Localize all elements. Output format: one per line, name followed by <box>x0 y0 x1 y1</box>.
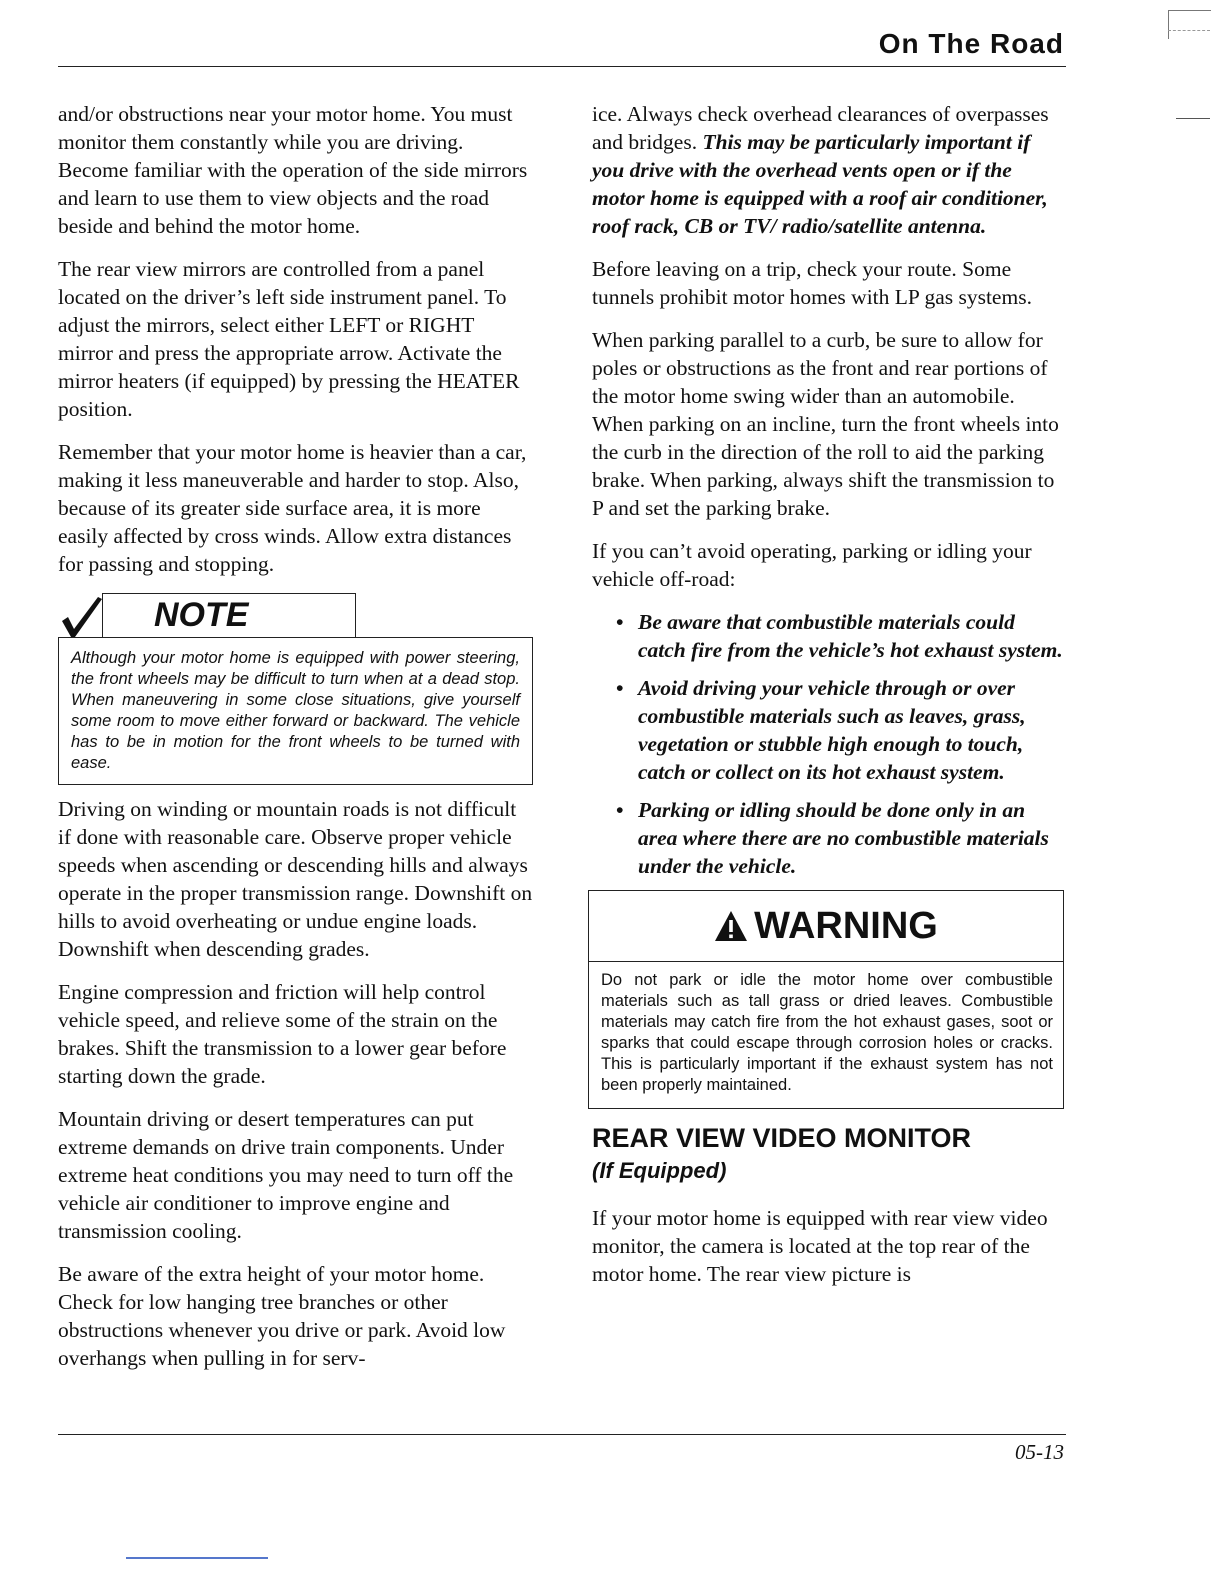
list-item <box>616 608 1067 664</box>
header-rule <box>58 66 1066 67</box>
paragraph: Engine compression and friction will help control vehicle speed, and relieve some of the strain on the brakes. Shift the transmission to a lower gear before starting down the grade. <box>58 980 507 1088</box>
paragraph-text: ice. Always check overhead clearances of overpasses and bridges. <box>592 102 1049 154</box>
list-item-text: Be aware that combustible materials could catch fire from the vehicle’s hot exhaust system. <box>638 610 1063 662</box>
corner-crop-mark <box>1168 10 1211 39</box>
corner-crop-mark-dashed <box>1168 30 1210 31</box>
paragraph: Before leaving on a trip, check your route. Some tunnels prohibit motor homes with LP gas systems. <box>592 257 1032 309</box>
left-column <box>58 100 533 1387</box>
bullet-icon: • <box>616 610 624 634</box>
warning-label: WARNING <box>754 904 938 947</box>
warning-text: Do not park or idle the motor home over combustible materials such as tall grass or dried leaves. Combustible materials may catch fire from the hot exhaust gases, soot or sparks that could escape through corrosion holes or cracks. This is particularly important if the exhaust system has not been properly maintained. <box>601 971 1053 1094</box>
paragraph: and/or obstructions near your motor home. You must monitor them constantly while you are driving. Become familiar with the operation of the side mirrors and learn to use them to view objects and the road beside and behind the motor home. <box>58 102 528 238</box>
note-box: Although your motor home is equipped with power steering, the front wheels may be difficult to turn when at a dead stop. When maneuvering in some close situations, give yourself some room to move either forward or backward. The vehicle has to be in motion for the front wheels to be turned with ease. <box>58 637 533 785</box>
list-item <box>616 674 1067 786</box>
list-item <box>616 796 1067 880</box>
paragraph: If your motor home is equipped with rear view video monitor, the camera is located at the top rear of the motor home. The rear view picture is <box>592 1206 1048 1286</box>
paragraph <box>592 100 1067 240</box>
paragraph: Driving on winding or mountain roads is not difficult if done with reasonable care. Observe proper vehicle speeds when ascending or descending hills and always operate in the proper transmission range. Downshift on hills to avoid overheating or undue engine loads. Downshift when descending grades. <box>58 797 533 961</box>
paragraph: When parking parallel to a curb, be sure to allow for poles or obstructions as the front and rear portions of the motor home swing wider than an automobile. When parking on an incline, turn the front wheels into the curb in the direction of the roll to aid the parking brake. When parking, always shift the transmission to P and set the parking brake. <box>592 328 1059 520</box>
section-heading: REAR VIEW VIDEO MONITOR <box>592 1123 972 1153</box>
page-header-title: On The Road <box>878 28 1064 59</box>
checkmark-icon <box>58 595 104 639</box>
section-subheading: (If Equipped) <box>592 1158 727 1183</box>
margin-mark <box>1176 118 1210 119</box>
warning-box <box>588 890 1064 1109</box>
footer-rule <box>58 1434 1066 1435</box>
bullet-list <box>592 608 1067 880</box>
bullet-icon: • <box>616 798 624 822</box>
right-column <box>592 100 1067 1303</box>
paragraph: Be aware of the extra height of your motor home. Check for low hanging tree branches or other obstructions whenever you drive or park. Avoid low overhangs when pulling in for serv- <box>58 1262 506 1370</box>
paragraph: The rear view mirrors are controlled from a panel located on the driver’s left side instrument panel. To adjust the mirrors, select either LEFT or RIGHT mirror and press the appropriate arrow. Activate the mirror heaters (if equipped) by pressing the HEATER position. <box>58 257 520 421</box>
paragraph: If you can’t avoid operating, parking or idling your vehicle off-road: <box>592 539 1032 591</box>
note-label: NOTE <box>154 596 249 634</box>
bullet-icon: • <box>616 676 624 700</box>
paragraph: Mountain driving or desert temperatures can put extreme demands on drive train components. Under extreme heat conditions you may need to turn off the vehicle air conditioner to improve engine and transmission cooling. <box>58 1107 514 1243</box>
note-header <box>58 593 533 645</box>
paragraph: Remember that your motor home is heavier than a car, making it less maneuverable and harder to stop. Also, because of its greater side surface area, it is more easily affected by cross winds. Allow extra distances for passing and stopping. <box>58 440 527 576</box>
list-item-text: Parking or idling should be done only in an area where there are no combustible materials under the vehicle. <box>638 798 1049 878</box>
scan-edge-line <box>126 1557 268 1559</box>
warning-triangle-icon <box>714 910 748 942</box>
page-number: 05-13 <box>1015 1440 1064 1464</box>
emphasis-text: This may be particularly important if you drive with the overhead vents open or if the motor home is equipped with a roof air conditioner, roof rack, CB or TV/ radio/satellite antenna. <box>592 130 1048 238</box>
warning-header <box>589 891 1063 962</box>
list-item-text: Avoid driving your vehicle through or over combustible materials such as leaves, grass, vegetation or stubble high enough to touch, catch or collect on its hot exhaust system. <box>638 676 1026 784</box>
